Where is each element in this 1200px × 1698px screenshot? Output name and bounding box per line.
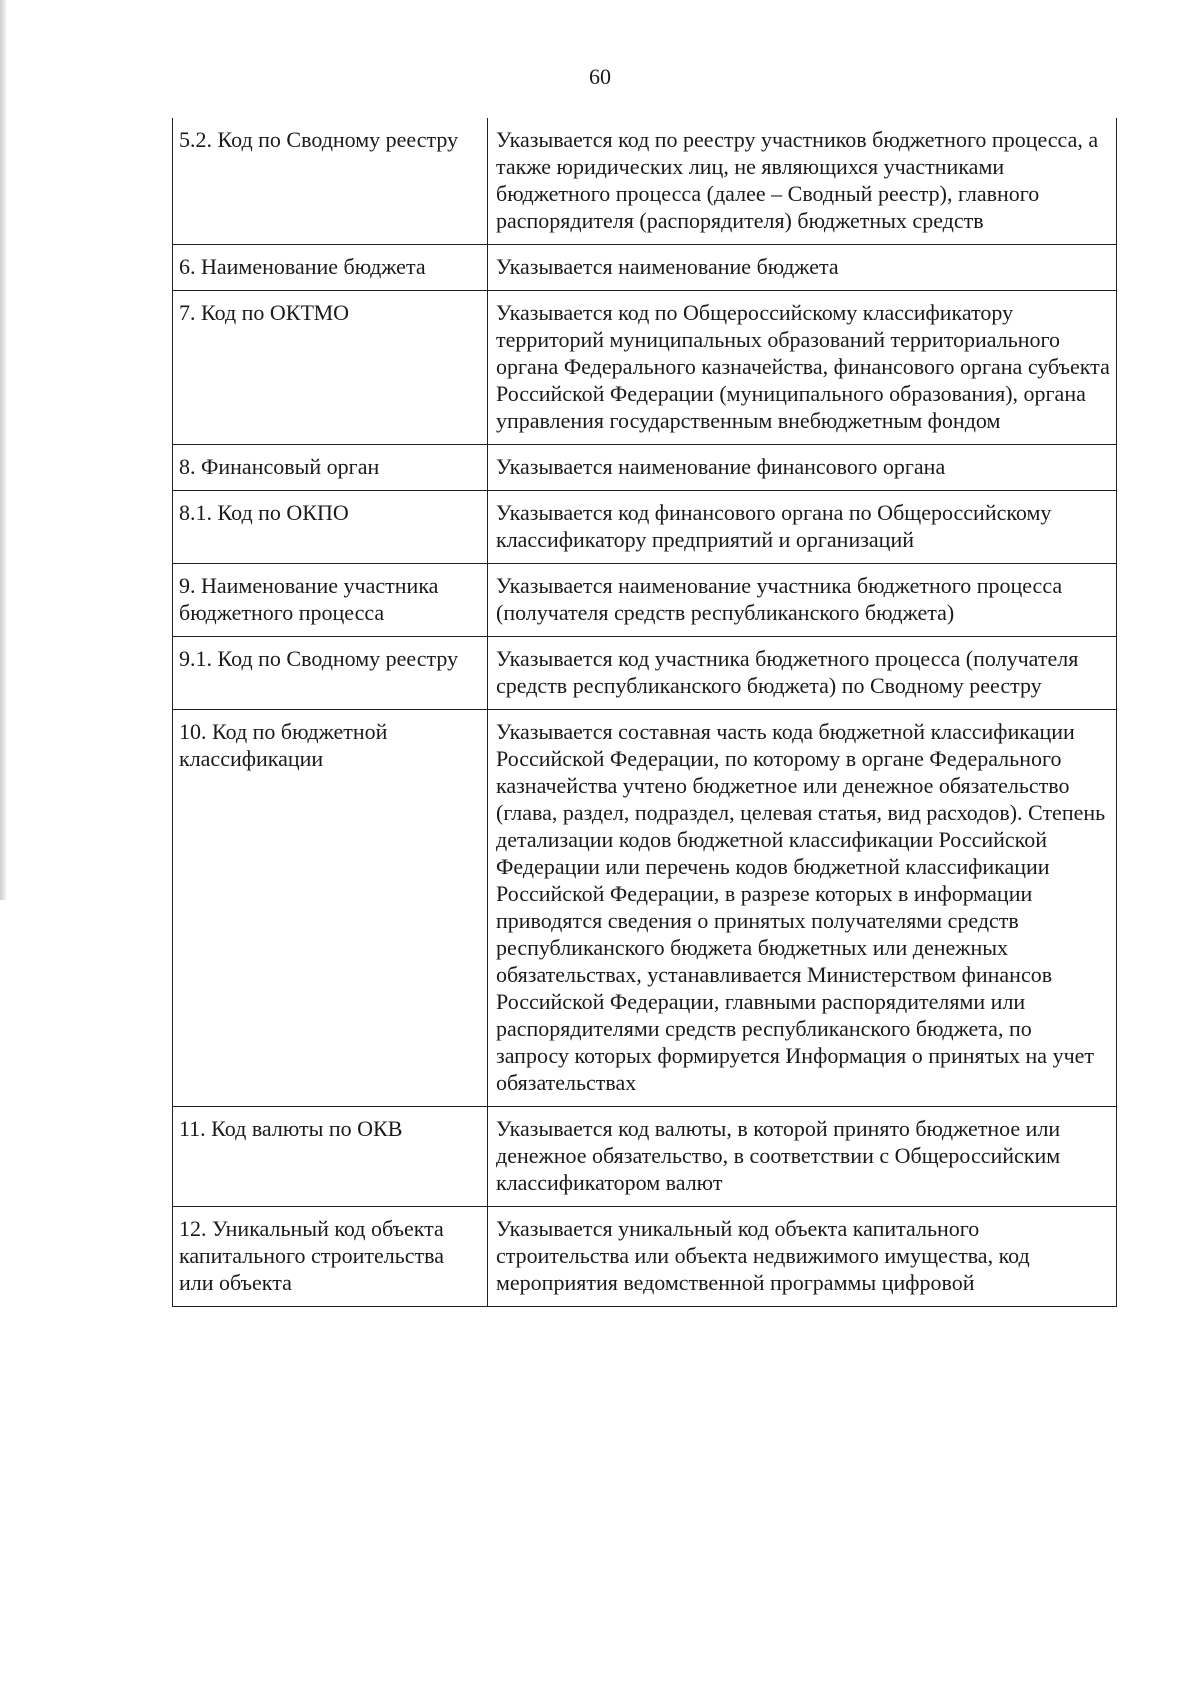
field-name-cell: 12. Уникальный код объекта капитального строительства или объекта [173,1207,488,1307]
table-row [173,564,1117,637]
page-number: 60 [589,64,611,89]
field-description-cell: Указывается наименование бюджета [488,245,1117,291]
field-name-cell: 6. Наименование бюджета [173,245,488,291]
field-description-cell: Указывается уникальный код объекта капитального строительства или объекта недвижимого имущества, код мероприятия ведомственной программы цифровой [488,1207,1117,1307]
table-row [173,118,1117,245]
field-description-cell: Указывается наименование финансового органа [488,445,1117,491]
table-row [173,291,1117,445]
field-name-cell: 9.1. Код по Сводному реестру [173,637,488,710]
field-description-cell: Указывается наименование участника бюджетного процесса (получателя средств республиканского бюджета) [488,564,1117,637]
scan-edge-shadow [0,0,6,900]
table-row [173,1207,1117,1307]
field-name-cell: 10. Код по бюджетной классификации [173,710,488,1107]
field-description-cell: Указывается код по реестру участников бюджетного процесса, а также юридических лиц, не являющихся участниками бюджетного процесса (далее – Сводный реестр), главного распорядителя (распорядителя) бюджетных средств [488,118,1117,245]
field-description-cell: Указывается код по Общероссийскому классификатору территорий муниципальных образований территориального органа Федерального казначейства, финансового органа субъекта Российской Федерации (муниципального образования), органа управления государственным внебюджетным фондом [488,291,1117,445]
field-description-cell: Указывается составная часть кода бюджетной классификации Российской Федерации, по которому в органе Федерального казначейства учтено бюджетное или денежное обязательство (глава, раздел, подраздел, целевая статья, вид расходов). Степень детализации кодов бюджетной классификации Российской Федерации или перечень кодов бюджетной классификации Российской Федерации, в разрезе которых в информации приводятся сведения о принятых получателями средств республиканского бюджета бюджетных или денежных обязательствах, устанавливается Министерством финансов Российской Федерации, главными распорядителями или распорядителями средств республиканского бюджета, по запросу которых формируется Информация о принятых на учет обязательствах [488,710,1117,1107]
table-row [173,1107,1117,1207]
field-name-cell: 7. Код по ОКТМО [173,291,488,445]
field-name-cell: 11. Код валюты по ОКВ [173,1107,488,1207]
table-row [173,637,1117,710]
field-description-cell: Указывается код финансового органа по Общероссийскому классификатору предприятий и организаций [488,491,1117,564]
table-row [173,491,1117,564]
table-row [173,710,1117,1107]
field-name-cell: 5.2. Код по Сводному реестру [173,118,488,245]
field-name-cell: 8.1. Код по ОКПО [173,491,488,564]
field-description-cell: Указывается код валюты, в которой принято бюджетное или денежное обязательство, в соответствии с Общероссийским классификатором валют [488,1107,1117,1207]
field-name-cell: 8. Финансовый орган [173,445,488,491]
field-description-cell: Указывается код участника бюджетного процесса (получателя средств республиканского бюджета) по Сводному реестру [488,637,1117,710]
field-name-cell: 9. Наименование участника бюджетного процесса [173,564,488,637]
document-table [172,118,1117,1307]
table-row [173,445,1117,491]
table-row [173,245,1117,291]
